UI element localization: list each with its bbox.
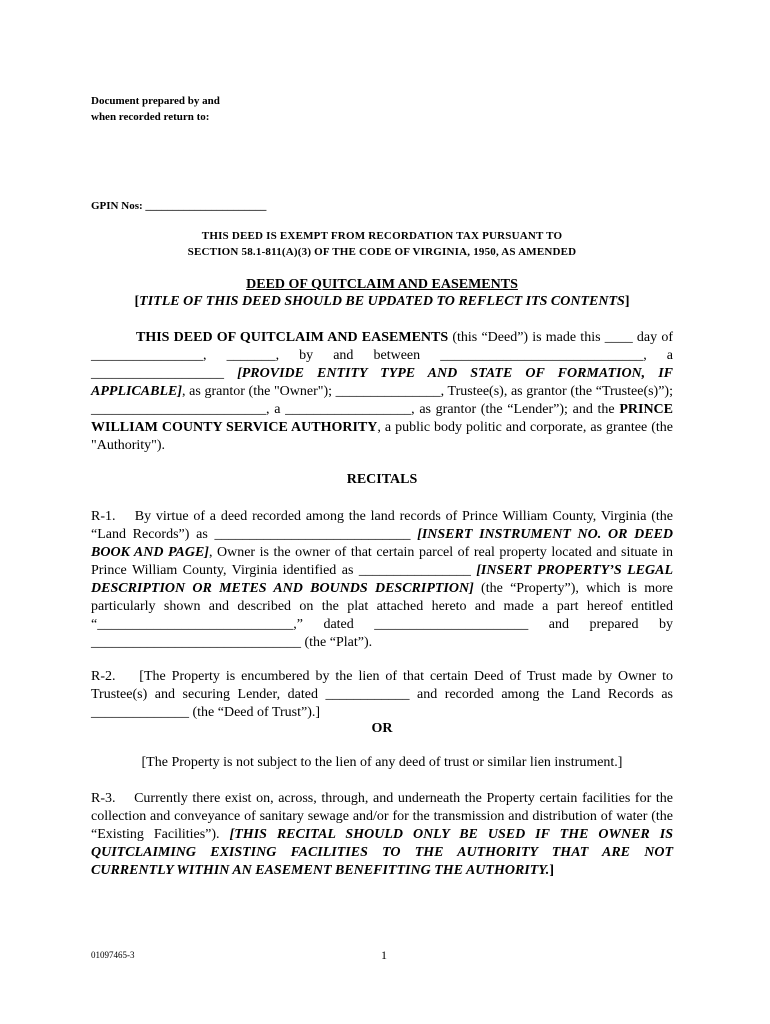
intro-text-1: (this “Deed”) is made this ____ day of ________________, _______, by and between _____________________________, a ___________________: [91, 330, 673, 381]
title-instruction-text: TITLE OF THIS DEED SHOULD BE UPDATED TO REFLECT ITS CONTENTS: [139, 294, 625, 309]
or-separator: OR: [371, 721, 393, 736]
prepared-by-block: [91, 93, 673, 125]
intro-paragraph: [91, 329, 673, 455]
page-number: 1: [381, 948, 387, 962]
r1-text-2: , Owner is the owner of that certain parcel of real property located and situate in Prince William County, Virginia identified as ________________: [91, 545, 673, 578]
bracket-open: [: [134, 294, 140, 309]
intro-authority-name: PRINCE WILLIAM COUNTY SERVICE AUTHORITY: [91, 402, 673, 435]
bracket-close: ]: [624, 294, 630, 309]
document-id: 01097465-3: [91, 950, 135, 960]
recital-r1: [91, 508, 673, 652]
title-instruction: [91, 293, 673, 310]
tax-exempt-line-2: SECTION 58.1-811(A)(3) OF THE CODE OF VIRGINIA, 1950, AS AMENDED: [187, 246, 577, 258]
r1-text-3: (the “Property”), which is more particularly shown and described on the plat attached hereto and made a part hereof entitled “____________________________,” dated ______________________ and prepared by ______________________________ (the “Plat”).: [91, 581, 673, 650]
tax-exempt-line-1: THIS DEED IS EXEMPT FROM RECORDATION TAX PURSUANT TO: [201, 230, 563, 242]
r3-text-1: R-3. Currently there exist on, across, through, and underneath the Property certain facilities for the collection and conveyance of sanitary sewage and/or for the transmission and distribution of water (the “Existing Facilities”).: [91, 791, 673, 842]
tax-exempt-notice: [91, 228, 673, 260]
recitals-heading: RECITALS: [346, 472, 418, 487]
intro-lead: THIS DEED OF QUITCLAIM AND EASEMENTS: [136, 330, 449, 345]
r3-instruction: [THIS RECITAL SHOULD ONLY BE USED IF THE OWNER IS QUITCLAIMING EXISTING FACILITIES TO THE AUTHORITY THAT ARE NOT CURRENTLY WITHIN AN EASEMENT BENEFITTING THE AUTHORITY.: [91, 827, 673, 878]
gpin-field: GPIN Nos: ______________________: [91, 200, 267, 212]
deed-title-block: [91, 276, 673, 310]
recital-r2: R-2. [The Property is encumbered by the lien of that certain Deed of Trust made by Owner to Trustee(s) and securing Lender, dated ____________ and recorded among the Land Records as ______________ (the “Deed of Trust”).]: [91, 669, 673, 720]
prepared-by-line: Document prepared by and: [91, 95, 220, 107]
r1-text-1: R-1. By virtue of a deed recorded among the land records of Prince William County, Virginia (the “Land Records”) as ____________________________: [91, 509, 673, 542]
r3-bracket-close: ]: [549, 863, 554, 878]
intro-text-3: , a public body politic and corporate, as grantee (the "Authority").: [91, 420, 673, 453]
deed-title: DEED OF QUITCLAIM AND EASEMENTS: [246, 277, 518, 292]
intro-text-2: , as grantor (the "Owner"); _______________, Trustee(s), as grantor (the “Trustee(s)”); _________________________, a __________________, as grantor (the “Lender”); and the: [91, 384, 673, 417]
r1-description-instruction: [INSERT PROPERTY’S LEGAL DESCRIPTION OR METES AND BOUNDS DESCRIPTION]: [91, 563, 674, 596]
intro-entity-instruction: [PROVIDE ENTITY TYPE AND STATE OF FORMATION, IF APPLICABLE]: [91, 366, 674, 399]
return-to-line: when recorded return to:: [91, 111, 210, 123]
r1-instrument-instruction: [INSERT INSTRUMENT NO. OR DEED BOOK AND PAGE]: [91, 527, 673, 560]
recital-r3: [91, 790, 673, 880]
alternative-recital: [The Property is not subject to the lien of any deed of trust or similar lien instrument.]: [141, 755, 623, 770]
